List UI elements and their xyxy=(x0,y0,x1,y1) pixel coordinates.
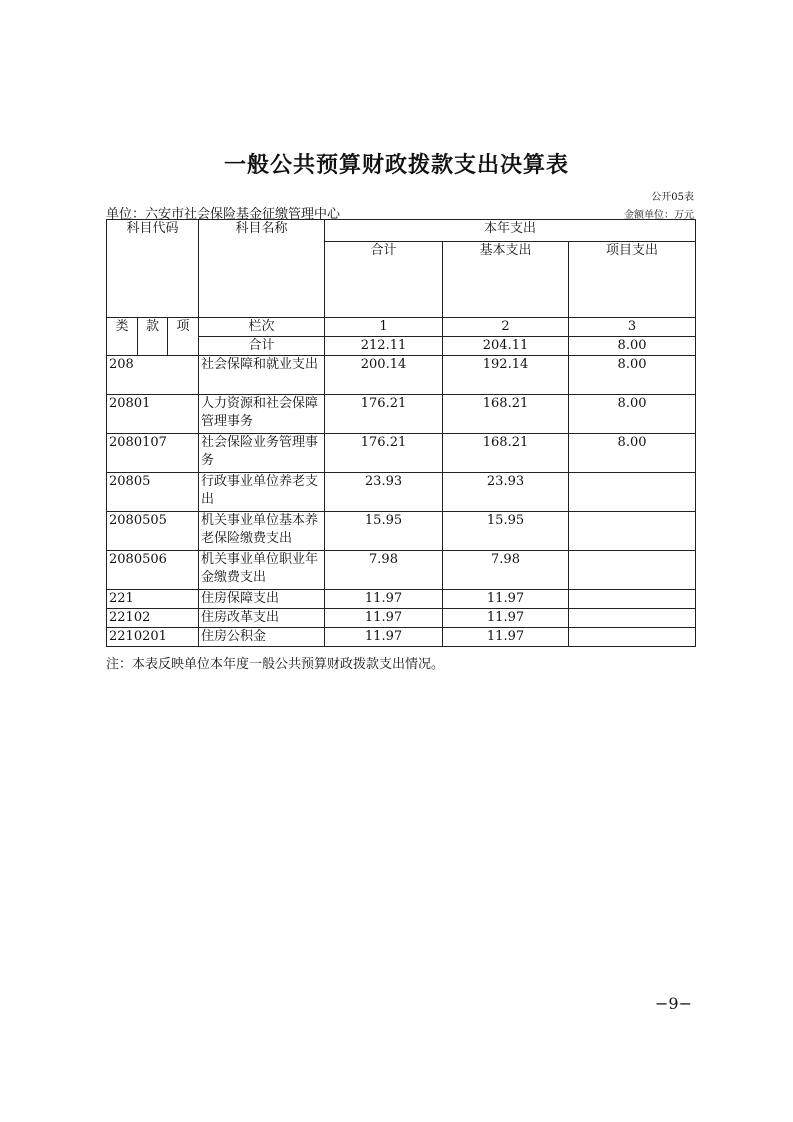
amount-unit: 金额单位：万元 xyxy=(624,210,694,221)
row-name: 人力资源和社会保障管理事务 xyxy=(199,395,325,434)
row-code: 2080505 xyxy=(107,512,199,551)
table-row xyxy=(107,551,696,590)
row-name: 住房公积金 xyxy=(199,628,325,647)
row-name: 机关事业单位职业年金缴费支出 xyxy=(199,551,325,590)
row-name: 住房改革支出 xyxy=(199,609,325,628)
page-title: 一般公共预算财政拨款支出决算表 xyxy=(223,152,569,178)
sum-label: 合计 xyxy=(199,337,325,356)
row-total: 176.21 xyxy=(325,434,443,473)
row-project xyxy=(569,512,696,551)
table-row xyxy=(107,609,696,628)
row-total: 200.14 xyxy=(325,356,443,395)
row-name: 社会保障和就业支出 xyxy=(199,356,325,395)
row-project xyxy=(569,628,696,647)
row-project xyxy=(569,473,696,512)
row-code: 20805 xyxy=(107,473,199,512)
row-code: 2080107 xyxy=(107,434,199,473)
expenditure-table xyxy=(106,219,696,647)
table-row xyxy=(107,512,696,551)
row-basic: 11.97 xyxy=(443,609,569,628)
row-total: 11.97 xyxy=(325,628,443,647)
header-lei: 类 xyxy=(107,318,138,356)
row-code: 20801 xyxy=(107,395,199,434)
table-row xyxy=(107,395,696,434)
row-total: 7.98 xyxy=(325,551,443,590)
row-basic: 168.21 xyxy=(443,395,569,434)
row-total: 15.95 xyxy=(325,512,443,551)
row-code: 2210201 xyxy=(107,628,199,647)
header-total: 合计 xyxy=(325,242,443,318)
sum-total: 212.11 xyxy=(325,337,443,356)
row-basic: 7.98 xyxy=(443,551,569,590)
header-subject-name: 科目名称 xyxy=(199,220,325,318)
row-total: 11.97 xyxy=(325,609,443,628)
unit-label: 单位：六安市社会保险基金征缴管理中心 xyxy=(106,207,341,222)
row-name: 住房保障支出 xyxy=(199,590,325,609)
row-project xyxy=(569,551,696,590)
row-project: 8.00 xyxy=(569,356,696,395)
row-project: 8.00 xyxy=(569,395,696,434)
row-basic: 15.95 xyxy=(443,512,569,551)
row-basic: 11.97 xyxy=(443,590,569,609)
table-row xyxy=(107,434,696,473)
column-number-2: 2 xyxy=(443,318,569,337)
column-number-label: 栏次 xyxy=(199,318,325,337)
header-project-expense: 项目支出 xyxy=(569,242,696,318)
row-project: 8.00 xyxy=(569,434,696,473)
column-number-3: 3 xyxy=(569,318,696,337)
column-number-1: 1 xyxy=(325,318,443,337)
row-code: 221 xyxy=(107,590,199,609)
table-row xyxy=(107,628,696,647)
row-project xyxy=(569,609,696,628)
row-total: 11.97 xyxy=(325,590,443,609)
row-name: 社会保险业务管理事务 xyxy=(199,434,325,473)
row-code: 2080506 xyxy=(107,551,199,590)
row-code: 208 xyxy=(107,356,199,395)
table-row xyxy=(107,473,696,512)
header-xiang: 项 xyxy=(168,318,199,356)
header-current-year-expense: 本年支出 xyxy=(325,220,696,242)
header-basic-expense: 基本支出 xyxy=(443,242,569,318)
page-number: −9− xyxy=(655,994,692,1013)
row-basic: 23.93 xyxy=(443,473,569,512)
table-row xyxy=(107,356,696,395)
table-row xyxy=(107,590,696,609)
row-code: 22102 xyxy=(107,609,199,628)
row-basic: 192.14 xyxy=(443,356,569,395)
header-kuan: 款 xyxy=(138,318,168,356)
table-number: 公开05表 xyxy=(651,192,694,203)
row-name: 机关事业单位基本养老保险缴费支出 xyxy=(199,512,325,551)
sum-basic: 204.11 xyxy=(443,337,569,356)
unit-row xyxy=(106,203,694,222)
row-project xyxy=(569,590,696,609)
sum-project: 8.00 xyxy=(569,337,696,356)
row-basic: 11.97 xyxy=(443,628,569,647)
row-total: 23.93 xyxy=(325,473,443,512)
row-basic: 168.21 xyxy=(443,434,569,473)
row-name: 行政事业单位养老支出 xyxy=(199,473,325,512)
table-note: 注：本表反映单位本年度一般公共预算财政拨款支出情况。 xyxy=(106,657,445,672)
header-subject-code: 科目代码 xyxy=(107,220,199,318)
row-total: 176.21 xyxy=(325,395,443,434)
